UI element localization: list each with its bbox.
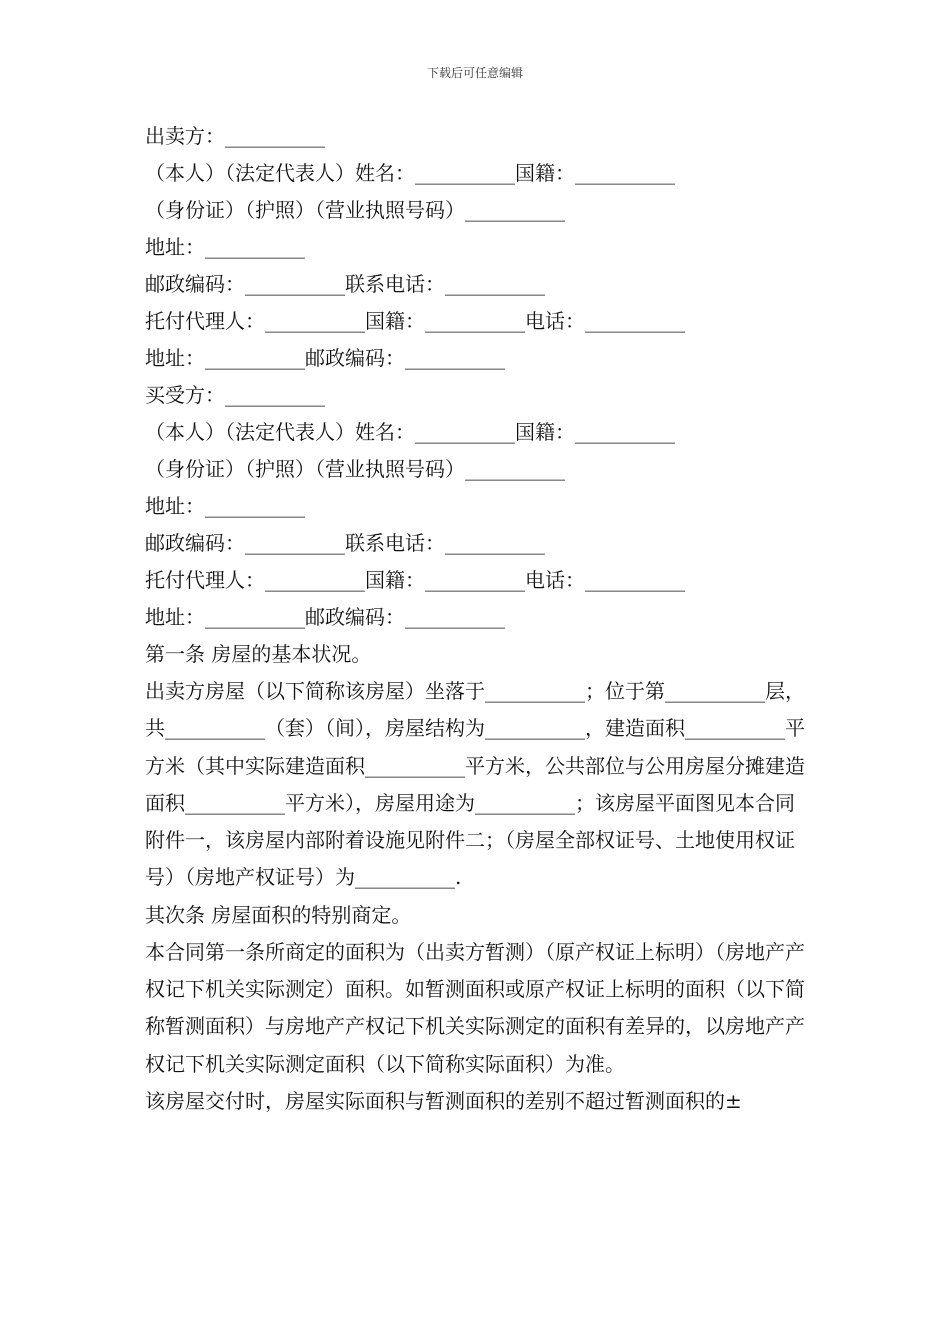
article-1-heading: 第一条 房屋的基本状况。 bbox=[145, 642, 372, 666]
article-1-body: 出卖方房屋（以下简称该房屋）坐落于__________；位于第__________层，共__________（套）（间），房屋结构为__________，建造面积__________平方米（其中实际建造面积__________平方米，公共部位与公用房屋分摊建造面积__________平方米），房屋用途为__________；该房屋平面图见本合同附件一，该房屋内部附着设施见附件二；（房屋全部权证号、土地使用权证号）（房地产权证号）为__________. bbox=[145, 679, 805, 890]
article-2-body: 本合同第一条所商定的面积为（出卖方暂测）（原产权证上标明）（房地产产权记下机关实际测定）面积。如暂测面积或原产权证上标明的面积（以下简称暂测面积）与房地产产权记下机关实际测定的面积有差异的，以房地产产权记下机关实际测定面积（以下简称实际面积）为准。 bbox=[145, 939, 805, 1076]
buyer-agent-address-line: 地址：__________邮政编码：__________ bbox=[145, 605, 505, 629]
buyer-address-line: 地址：__________ bbox=[145, 494, 305, 518]
seller-name-line: （本人）（法定代表人）姓名：__________国籍：__________ bbox=[145, 161, 675, 185]
article-2-body-continued: 该房屋交付时，房屋实际面积与暂测面积的差别不超过暂测面积的± bbox=[145, 1088, 742, 1113]
article-2 bbox=[145, 897, 810, 1120]
seller-postal-line: 邮政编码：__________联系电话：__________ bbox=[145, 272, 545, 296]
seller-title: 出卖方：__________ bbox=[145, 124, 325, 148]
buyer-agent-line: 托付代理人：__________国籍：__________电话：__________ bbox=[145, 568, 685, 592]
article-2-heading: 其次条 房屋面积的特别商定。 bbox=[145, 902, 412, 927]
buyer-postal-line: 邮政编码：__________联系电话：__________ bbox=[145, 531, 545, 555]
buyer-name-line: （本人）（法定代表人）姓名：__________国籍：__________ bbox=[145, 420, 675, 444]
seller-agent-line: 托付代理人：__________国籍：__________电话：__________ bbox=[145, 309, 685, 333]
contract-body bbox=[145, 118, 810, 1120]
buyer-id-line: （身份证）（护照）（营业执照号码）__________ bbox=[145, 457, 565, 481]
seller-address-line: 地址：__________ bbox=[145, 235, 305, 259]
seller-section bbox=[145, 118, 810, 377]
seller-agent-address-line: 地址：__________邮政编码：__________ bbox=[145, 346, 505, 370]
seller-id-line: （身份证）（护照）（营业执照号码）__________ bbox=[145, 198, 565, 222]
buyer-section bbox=[145, 377, 810, 636]
article-1 bbox=[145, 636, 810, 897]
page-header-note: 下载后可任意编辑 bbox=[426, 66, 523, 80]
buyer-title: 买受方：__________ bbox=[145, 383, 325, 407]
